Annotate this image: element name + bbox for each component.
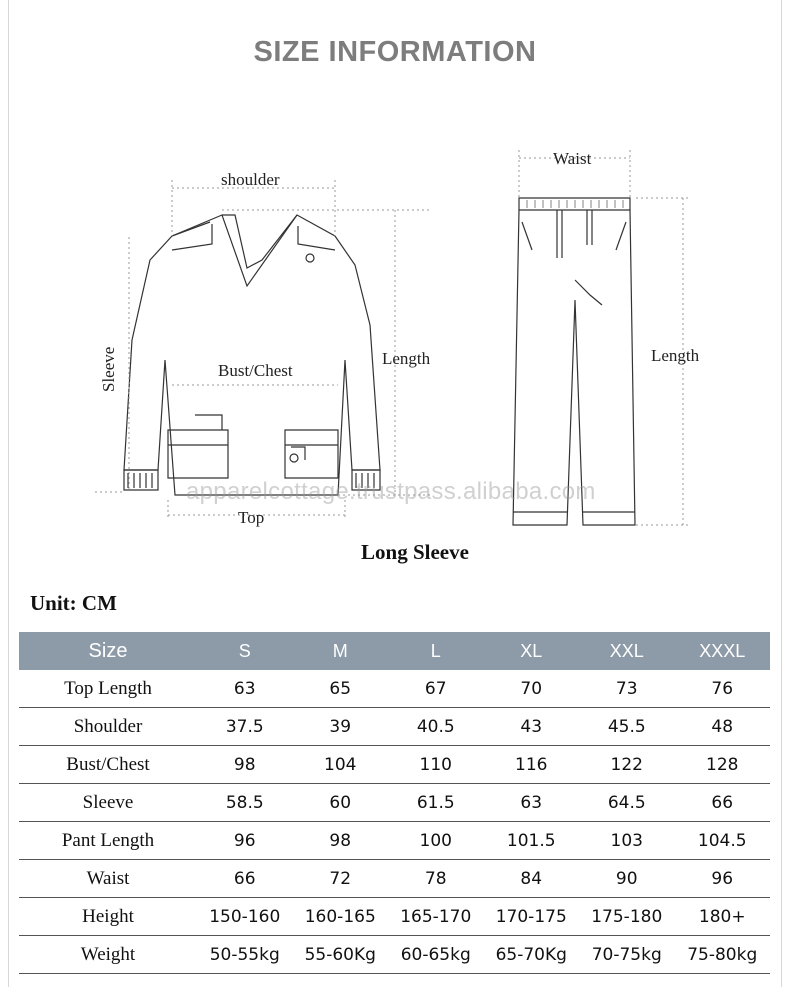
- table-cell: 58.5: [197, 784, 293, 822]
- row-label: Bust/Chest: [19, 746, 197, 784]
- table-cell: 70-75kg: [579, 936, 675, 974]
- table-cell: 60-65kg: [388, 936, 484, 974]
- table-cell: 122: [579, 746, 675, 784]
- row-label: Shoulder: [19, 708, 197, 746]
- table-cell: 84: [484, 860, 580, 898]
- header-cell: XXL: [579, 632, 675, 670]
- table-row: [19, 936, 770, 974]
- label-sleeve: Sleeve: [99, 346, 118, 392]
- row-label: Waist: [19, 860, 197, 898]
- scrub-pants-drawing: [513, 198, 635, 525]
- table-cell: 170-175: [484, 898, 580, 936]
- table-cell: 150-160: [197, 898, 293, 936]
- table-cell: 110: [388, 746, 484, 784]
- table-cell: 73: [579, 670, 675, 708]
- label-waist: Waist: [553, 149, 592, 168]
- table-cell: 75-80kg: [675, 936, 771, 974]
- row-label: Sleeve: [19, 784, 197, 822]
- table-cell: 66: [197, 860, 293, 898]
- row-label: Pant Length: [19, 822, 197, 860]
- table-cell: 165-170: [388, 898, 484, 936]
- header-cell: L: [388, 632, 484, 670]
- table-row: [19, 860, 770, 898]
- size-chart-table: [19, 632, 770, 974]
- table-row: [19, 784, 770, 822]
- table-cell: 96: [197, 822, 293, 860]
- table-cell: 61.5: [388, 784, 484, 822]
- watermark: apparelcottage.trustpass.alibaba.com: [186, 478, 596, 505]
- table-cell: 98: [293, 822, 389, 860]
- style-subtitle: Long Sleeve: [361, 540, 469, 564]
- table-cell: 63: [197, 670, 293, 708]
- row-label: Height: [19, 898, 197, 936]
- label-shoulder: shoulder: [221, 170, 280, 189]
- table-cell: 65-70Kg: [484, 936, 580, 974]
- table-cell: 103: [579, 822, 675, 860]
- table-cell: 104.5: [675, 822, 771, 860]
- table-cell: 72: [293, 860, 389, 898]
- row-label: Top Length: [19, 670, 197, 708]
- table-cell: 98: [197, 746, 293, 784]
- header-cell: S: [197, 632, 293, 670]
- table-row: [19, 746, 770, 784]
- table-cell: 45.5: [579, 708, 675, 746]
- header-cell: XXXL: [675, 632, 771, 670]
- table-cell: 175-180: [579, 898, 675, 936]
- table-cell: 180+: [675, 898, 771, 936]
- table-cell: 104: [293, 746, 389, 784]
- table-cell: 67: [388, 670, 484, 708]
- table-cell: 60: [293, 784, 389, 822]
- label-top: Top: [238, 508, 265, 527]
- row-label: Weight: [19, 936, 197, 974]
- table-header-row: [19, 632, 770, 670]
- table-cell: 90: [579, 860, 675, 898]
- table-cell: 160-165: [293, 898, 389, 936]
- table-cell: 40.5: [388, 708, 484, 746]
- table-cell: 65: [293, 670, 389, 708]
- table-cell: 70: [484, 670, 580, 708]
- label-bust-chest: Bust/Chest: [218, 361, 293, 380]
- table-cell: 78: [388, 860, 484, 898]
- table-cell: 128: [675, 746, 771, 784]
- table-row: [19, 670, 770, 708]
- label-top-length: Length: [382, 349, 431, 368]
- header-cell: Size: [19, 632, 197, 670]
- table-cell: 37.5: [197, 708, 293, 746]
- header-cell: XL: [484, 632, 580, 670]
- table-cell: 76: [675, 670, 771, 708]
- table-cell: 48: [675, 708, 771, 746]
- table-cell: 43: [484, 708, 580, 746]
- table-cell: 100: [388, 822, 484, 860]
- table-cell: 50-55kg: [197, 936, 293, 974]
- page-title: SIZE INFORMATION: [253, 36, 537, 68]
- scrub-top-drawing: [124, 215, 380, 495]
- table-cell: 66: [675, 784, 771, 822]
- table-cell: 64.5: [579, 784, 675, 822]
- table-cell: 116: [484, 746, 580, 784]
- label-pant-length: Length: [651, 346, 700, 365]
- table-row: [19, 898, 770, 936]
- table-cell: 55-60Kg: [293, 936, 389, 974]
- table-cell: 101.5: [484, 822, 580, 860]
- table-cell: 63: [484, 784, 580, 822]
- table-cell: 96: [675, 860, 771, 898]
- table-row: [19, 822, 770, 860]
- unit-label: Unit: CM: [30, 591, 117, 615]
- table-row: [19, 708, 770, 746]
- table-cell: 39: [293, 708, 389, 746]
- header-cell: M: [293, 632, 389, 670]
